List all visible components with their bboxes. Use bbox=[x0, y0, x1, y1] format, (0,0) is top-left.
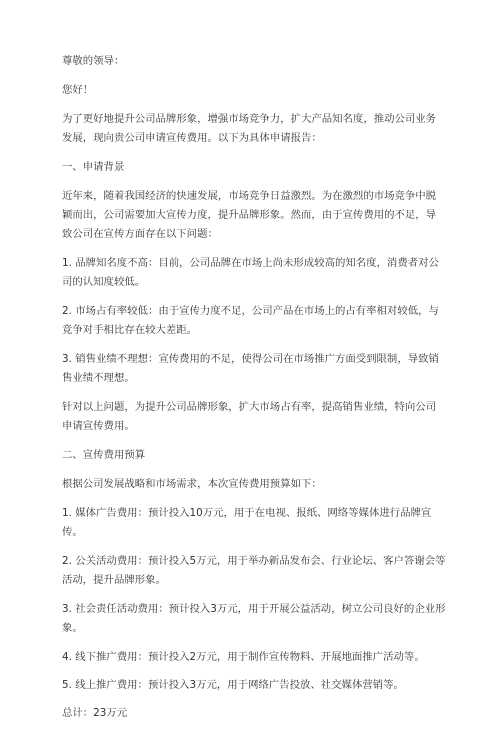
budget-item: 2. 公关活动费用：预计投入5万元，用于举办新品发布会、行业论坛、客户答谢会等活动，提升品牌形象。 bbox=[62, 555, 446, 586]
section-heading-background: 一、申请背景 bbox=[62, 161, 125, 173]
budget-total: 总计：23万元 bbox=[62, 707, 128, 719]
intro-paragraph: 为了更好地提升公司品牌形象，增强市场竞争力，扩大产品知名度，推动公司业务发展，现向贵公司申请宣传费用。以下为具体申请报告： bbox=[62, 113, 437, 144]
budget-item: 1. 媒体广告费用：预计投入10万元，用于在电视、报纸、网络等媒体进行品牌宣传。 bbox=[62, 507, 432, 538]
budget-intro: 根据公司发展战略和市场需求，本次宣传费用预算如下： bbox=[62, 478, 322, 490]
budget-item: 3. 社会责任活动费用：预计投入3万元，用于开展公益活动，树立公司良好的企业形象。 bbox=[62, 603, 446, 634]
background-conclusion: 针对以上问题，为提升公司品牌形象，扩大市场占有率，提高销售业绩，特向公司申请宣传费用。 bbox=[62, 401, 437, 432]
salutation: 尊敬的领导： bbox=[62, 55, 125, 67]
problem-item: 2. 市场占有率较低：由于宣传力度不足，公司产品在市场上的占有率相对较低，与竞争对手相比存在较大差距。 bbox=[62, 305, 439, 336]
document-body bbox=[62, 52, 446, 733]
section-heading-budget: 二、宣传费用预算 bbox=[62, 449, 146, 461]
problem-item: 3. 销售业绩不理想：宣传费用的不足，使得公司在市场推广方面受到限制，导致销售业绩不理想。 bbox=[62, 353, 439, 384]
budget-item: 5. 线上推广费用：预计投入3万元，用于网络广告投放、社交媒体营销等。 bbox=[62, 679, 404, 691]
background-paragraph: 近年来，随着我国经济的快速发展，市场竞争日益激烈。为在激烈的市场竞争中脱颖而出，公司需要加大宣传力度，提升品牌形象。然而，由于宣传费用的不足，导致公司在宣传方面存在以下问题： bbox=[62, 190, 437, 240]
problem-item: 1. 品牌知名度不高：目前，公司品牌在市场上尚未形成较高的知名度，消费者对公司的认知度较低。 bbox=[62, 257, 439, 288]
greeting: 您好！ bbox=[62, 84, 94, 96]
budget-item: 4. 线下推广费用：预计投入2万元，用于制作宣传物料、开展地面推广活动等。 bbox=[62, 651, 425, 663]
